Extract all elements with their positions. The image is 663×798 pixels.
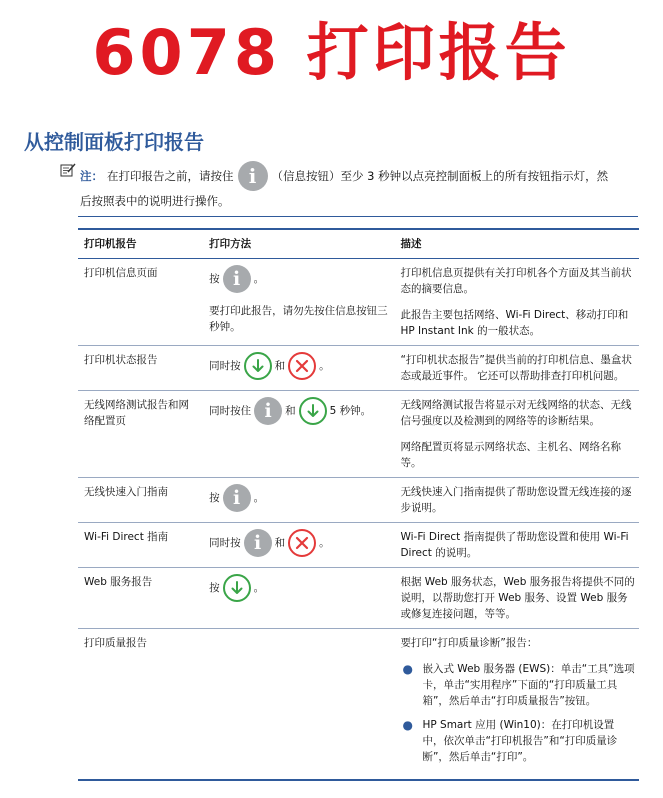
- note-divider: [78, 216, 638, 217]
- cancel-button-icon: [288, 352, 316, 380]
- method-prefix: 同时按: [209, 360, 241, 372]
- method-suffix: 。: [253, 492, 265, 504]
- description-paragraph: 无线网络测试报告将显示对无线网络的状态、无线信号强度以及检测到的网络等的诊断结果。: [400, 399, 632, 427]
- method-note: 要打印此报告，请勿先按住信息按钮三秒钟。: [209, 305, 388, 333]
- note-line-2: 后按照表中的说明进行操作。: [80, 194, 230, 208]
- bullet-icon: ●: [402, 718, 413, 732]
- method-prefix: 按: [209, 492, 220, 504]
- method-instruction: [209, 265, 390, 293]
- down-arrow-button-icon: [299, 397, 327, 425]
- method-instruction: [209, 529, 390, 557]
- description-paragraph: “打印机状态报告”提供当前的打印机信息、墨盒状态或最近事件。 它还可以帮助排查打印机问题。: [400, 354, 632, 382]
- method-prefix: 同时按住: [209, 405, 252, 417]
- method-joiner: 和: [274, 360, 286, 372]
- report-name-cell: Wi-Fi Direct 指南: [84, 531, 169, 543]
- method-suffix: 。: [319, 537, 330, 549]
- note-pencil-icon: [60, 163, 76, 177]
- print-method-cell: [203, 568, 394, 629]
- note-label: 注：: [80, 169, 103, 183]
- print-method-cell: [203, 629, 394, 781]
- description-cell: [394, 478, 639, 523]
- header-report: 打印机报告: [84, 238, 137, 250]
- instruction-list: [400, 661, 635, 765]
- note-line-1: [80, 161, 608, 191]
- description-paragraph: 此报告主要包括网络、Wi-Fi Direct、移动打印和 HP Instant Ink 的一般状态。: [400, 309, 629, 337]
- print-method-cell: [203, 391, 394, 478]
- method-suffix: 。: [253, 273, 265, 285]
- description-cell: [394, 259, 639, 346]
- note-text-before: 在打印报告之前，请按住: [107, 169, 234, 183]
- method-joiner: 和: [285, 405, 296, 417]
- table-row: [78, 391, 639, 478]
- description-paragraph: 根据 Web 服务状态，Web 服务报告将提供不同的说明，以帮助您打开 Web 服务、设置 Web 服务或修复连接问题，等等。: [400, 576, 635, 620]
- table-row: [78, 259, 639, 346]
- method-prefix: 按: [209, 273, 220, 285]
- list-item: [400, 717, 635, 765]
- table-row: [78, 568, 639, 629]
- description-paragraph: Wi-Fi Direct 指南提供了帮助您设置和使用 Wi-Fi Direct 的说明。: [400, 531, 629, 559]
- method-joiner: 和: [274, 537, 286, 549]
- table-row: [78, 629, 639, 781]
- table-header-row: [78, 229, 639, 259]
- print-method-cell: [203, 478, 394, 523]
- description-intro: 要打印“打印质量诊断”报告：: [400, 637, 538, 649]
- description-cell: [394, 391, 639, 478]
- down-arrow-button-icon: [223, 574, 251, 602]
- cancel-button-icon: [288, 529, 316, 557]
- info-button-icon: i: [238, 161, 268, 191]
- method-instruction: [209, 484, 390, 512]
- info-button-icon: i: [223, 265, 251, 293]
- report-name-cell: 打印机信息页面: [84, 267, 158, 279]
- table-row: [78, 346, 639, 391]
- report-name-cell: 无线网络测试报告和网络配置页: [84, 399, 189, 427]
- report-name-cell: 打印质量报告: [84, 637, 147, 649]
- report-name-cell: 打印机状态报告: [84, 354, 158, 366]
- info-button-icon: i: [254, 397, 282, 425]
- method-prefix: 同时按: [209, 537, 241, 549]
- header-method: 打印方法: [209, 238, 252, 250]
- list-item-text: HP Smart 应用 (Win10)：在打印机设置中，依次单击“打印机报告”和“打印质量诊断”，然后单击“打印”。: [422, 719, 618, 763]
- description-cell: [394, 629, 639, 781]
- list-item: [400, 661, 635, 709]
- method-prefix: 按: [209, 582, 220, 594]
- info-button-icon: i: [244, 529, 272, 557]
- table-row: [78, 478, 639, 523]
- header-description: 描述: [400, 238, 422, 250]
- report-name-cell: 无线快速入门指南: [84, 486, 168, 498]
- down-arrow-button-icon: [244, 352, 272, 380]
- description-paragraph: 打印机信息页提供有关打印机各个方面及其当前状态的摘要信息。: [400, 267, 632, 295]
- list-item-text: 嵌入式 Web 服务器 (EWS)：单击“工具”选项卡，单击“实用程序”下面的“打印质量工具箱”，然后单击“打印质量报告”按钮。: [422, 663, 635, 707]
- method-suffix: 。: [319, 360, 330, 372]
- method-suffix: 。: [253, 582, 265, 594]
- section-heading: 从控制面板打印报告: [24, 130, 204, 154]
- table-row: [78, 523, 639, 568]
- description-cell: [394, 346, 639, 391]
- page-title: 6078 打印报告: [92, 16, 571, 89]
- info-button-icon: i: [223, 484, 251, 512]
- description-paragraph: 网络配置页将显示网络状态、主机名、网络名称等。: [400, 441, 621, 469]
- print-method-cell: [203, 259, 394, 346]
- method-instruction: [209, 352, 390, 380]
- method-instruction: [209, 574, 390, 602]
- bullet-icon: ●: [402, 662, 413, 676]
- report-table: [78, 228, 639, 781]
- note-text-after: （信息按钮）至少 3 秒钟以点亮控制面板上的所有按钮指示灯，然: [271, 169, 609, 183]
- print-method-cell: [203, 346, 394, 391]
- method-instruction: [209, 397, 390, 425]
- print-method-cell: [203, 523, 394, 568]
- description-cell: [394, 568, 639, 629]
- description-cell: [394, 523, 639, 568]
- report-name-cell: Web 服务报告: [84, 576, 153, 588]
- method-suffix: 5 秒钟。: [329, 405, 372, 417]
- description-paragraph: 无线快速入门指南提供了帮助您设置无线连接的逐步说明。: [400, 486, 632, 514]
